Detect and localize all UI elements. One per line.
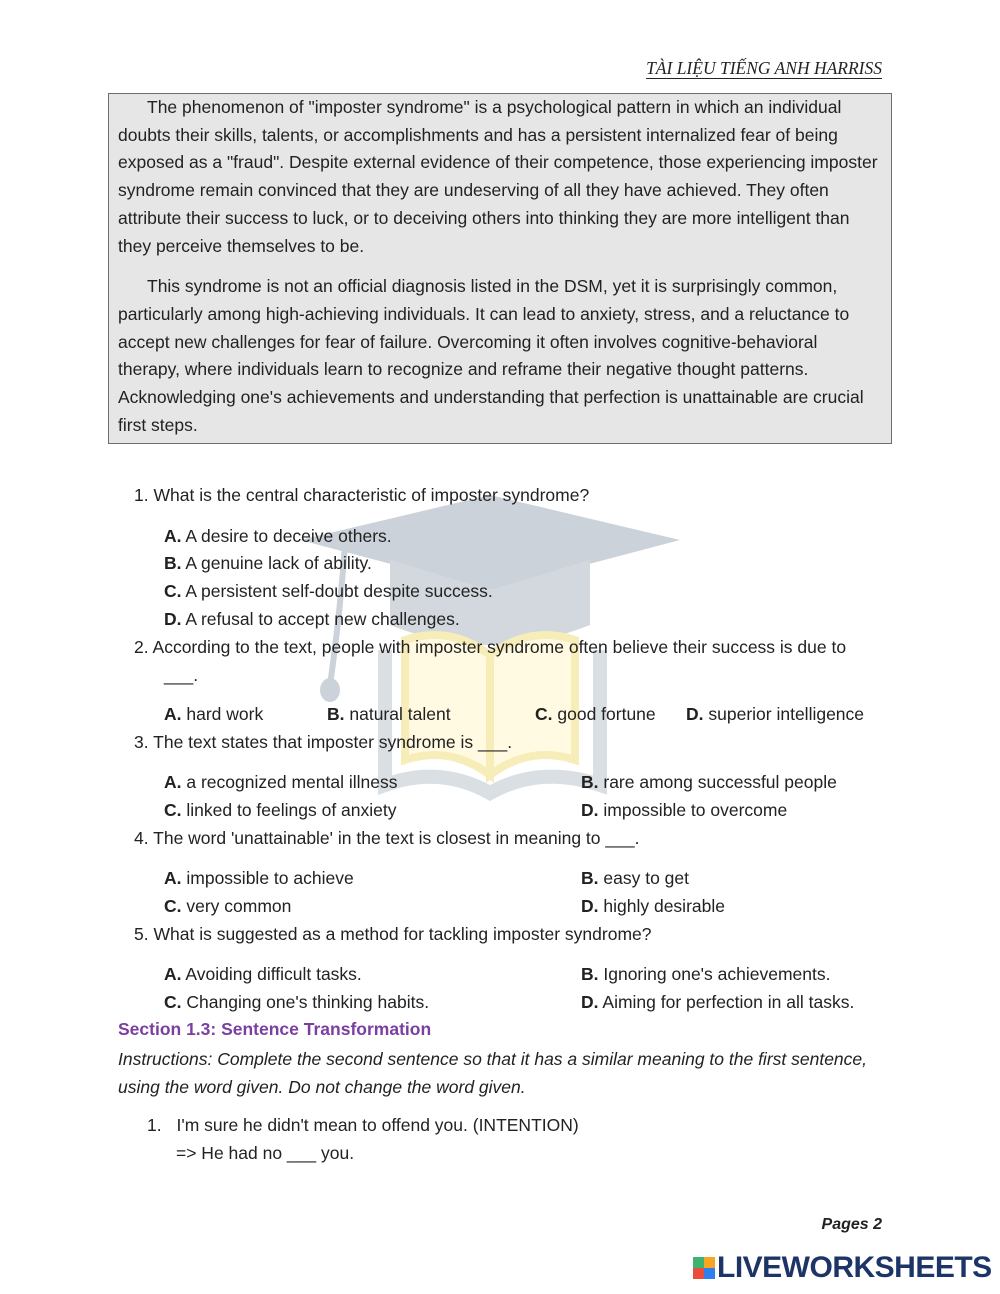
q2-option-a[interactable]: A. hard work [164, 704, 264, 724]
document-header-title: TÀI LIỆU TIẾNG ANH HARRISS [646, 58, 882, 78]
q3-option-b[interactable]: B. rare among successful people [581, 772, 837, 792]
question-5 [134, 924, 652, 945]
transformation-answer-prompt[interactable]: => He had no ___ you. [176, 1143, 355, 1163]
question-2 [134, 637, 846, 658]
item-number: 1. [147, 1115, 162, 1135]
question-number: 5. [134, 924, 149, 944]
liveworksheets-logo[interactable] [693, 1251, 992, 1285]
question-1 [134, 485, 589, 506]
q5-option-c[interactable]: C. Changing one's thinking habits. [164, 992, 430, 1012]
passage-paragraph-2: This syndrome is not an official diagnosis listed in the DSM, yet it is surprisingly common, particularly among high-achieving individuals. It can lead to anxiety, stress, and a reluctance to accept new challenges for fear of failure. Overcoming it often involves cognitive-behavioral therapy, where individuals learn to recognize and reframe their negative thought patterns. Acknowledging one's achievements and understanding that perfection is unattainable are crucial first steps. [118, 276, 864, 435]
question-text: According to the text, people with imposter syndrome often believe their success is due to [152, 637, 847, 657]
q1-option-b[interactable]: B. A genuine lack of ability. [164, 553, 372, 573]
question-3 [134, 732, 512, 753]
q3-option-a[interactable]: A. a recognized mental illness [164, 772, 398, 792]
q5-option-a[interactable]: A. Avoiding difficult tasks. [164, 964, 362, 984]
item-sentence: I'm sure he didn't mean to offend you. (INTENTION) [176, 1115, 579, 1135]
question-number: 1. [134, 485, 149, 505]
question-4 [134, 828, 639, 849]
q1-option-a[interactable]: A. A desire to deceive others. [164, 526, 392, 546]
section-instructions: Instructions: Complete the second sentence so that it has a similar meaning to the first sentence, using the word given. Do not change the word given. [118, 1049, 868, 1097]
q3-option-d[interactable]: D. impossible to overcome [581, 800, 788, 820]
brand-name: LIVEWORKSHEETS [717, 1251, 992, 1284]
q5-option-d[interactable]: D. Aiming for perfection in all tasks. [581, 992, 855, 1012]
question-text: The text states that imposter syndrome is ___. [153, 732, 513, 752]
question-number: 3. [134, 732, 149, 752]
question-number: 2. [134, 637, 149, 657]
q3-option-c[interactable]: C. linked to feelings of anxiety [164, 800, 397, 820]
q2-option-d[interactable]: D. superior intelligence [686, 704, 865, 724]
reading-passage [108, 93, 892, 444]
page-number: Pages 2 [821, 1216, 882, 1233]
q4-option-a[interactable]: A. impossible to achieve [164, 868, 354, 888]
transformation-item-1 [147, 1115, 579, 1136]
question-2-blank: ___. [164, 665, 199, 685]
liveworksheets-logo-icon [693, 1257, 715, 1279]
q2-option-c[interactable]: C. good fortune [535, 704, 656, 724]
passage-paragraph-1: The phenomenon of "imposter syndrome" is a psychological pattern in which an individual doubts their skills, talents, or accomplishments and has a persistent internalized fear of being exposed as a "fraud". Despite external evidence of their competence, those experiencing imposter syndrome remain convinced that they are undeserving of all they have achieved. They often attribute their success to luck, or to deceiving others into thinking they are more intelligent than they perceive themselves to be. [118, 97, 878, 256]
q4-option-b[interactable]: B. easy to get [581, 868, 689, 888]
q4-option-d[interactable]: D. highly desirable [581, 896, 725, 916]
q5-option-b[interactable]: B. Ignoring one's achievements. [581, 964, 831, 984]
q4-option-c[interactable]: C. very common [164, 896, 292, 916]
question-text: The word 'unattainable' in the text is closest in meaning to ___. [153, 828, 640, 848]
q1-option-c[interactable]: C. A persistent self-doubt despite success. [164, 581, 493, 601]
section-title: Section 1.3: Sentence Transformation [118, 1019, 432, 1039]
q2-option-b[interactable]: B. natural talent [327, 704, 451, 724]
question-number: 4. [134, 828, 149, 848]
question-text: What is suggested as a method for tackling imposter syndrome? [153, 924, 652, 944]
q1-option-d[interactable]: D. A refusal to accept new challenges. [164, 609, 460, 629]
question-text: What is the central characteristic of imposter syndrome? [153, 485, 590, 505]
